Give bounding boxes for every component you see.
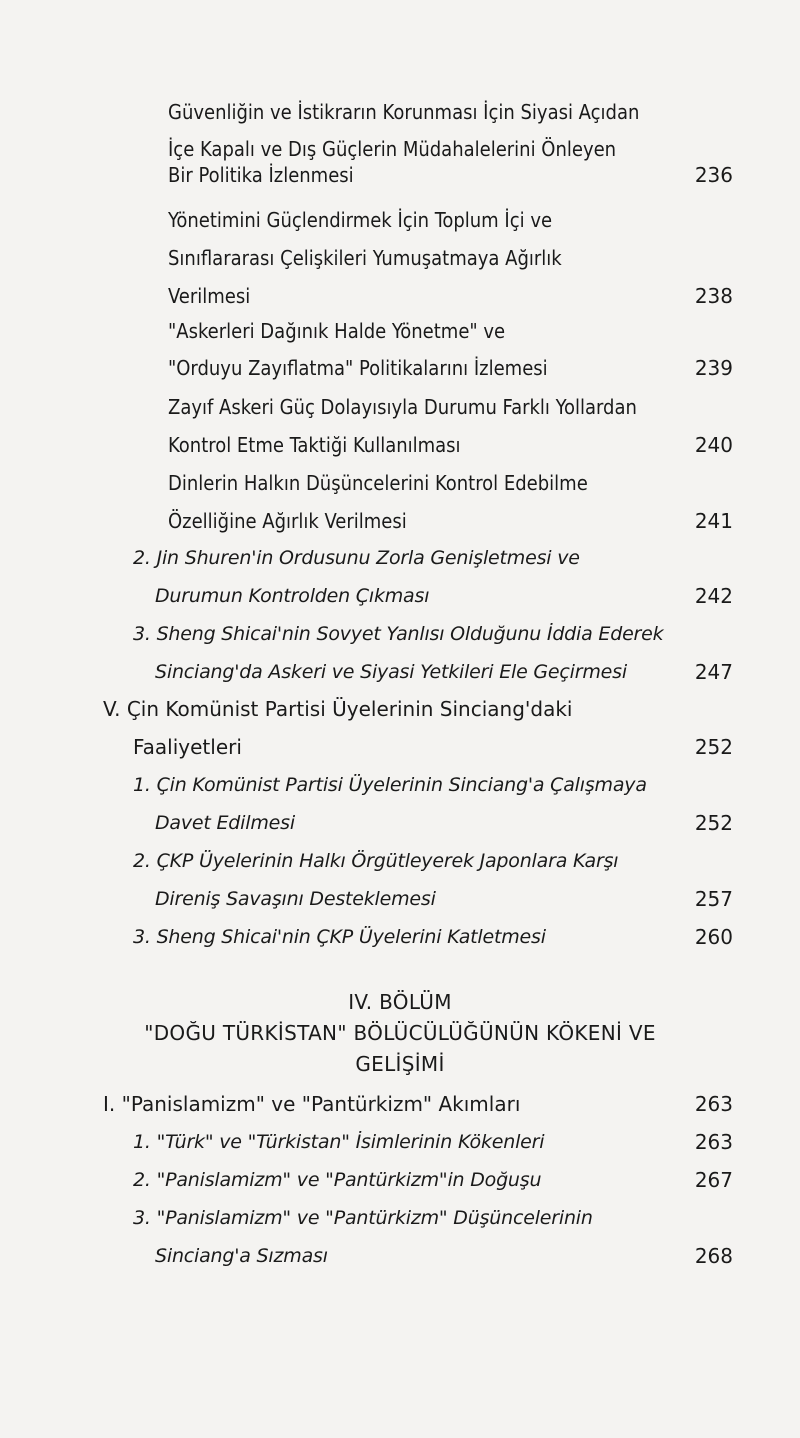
- page-number: 263: [694, 1130, 733, 1154]
- page-number: 263: [694, 1092, 733, 1116]
- page-number: 241: [694, 509, 733, 533]
- part-heading-number: IV. BÖLÜM: [348, 990, 452, 1014]
- toc-entry-line: Yönetimini Güçlendirmek İçin Toplum İçi ve: [168, 208, 553, 232]
- toc-entry-line: 3. Sheng Shicai'nin Sovyet Yanlısı Olduğunu İddia Ederek: [133, 623, 664, 645]
- toc-section-line: Faaliyetleri: [133, 735, 242, 759]
- toc-entry-line: 1. Çin Komünist Partisi Üyelerinin Sinciang'a Çalışmaya: [133, 774, 647, 796]
- toc-entry-line: Dinlerin Halkın Düşüncelerini Kontrol Edebilme: [168, 471, 588, 495]
- toc-entry-line: Durumun Kontrolden Çıkması: [155, 585, 430, 607]
- toc-entry-line: Özelliğine Ağırlık Verilmesi: [168, 509, 407, 533]
- page-number: 252: [694, 811, 733, 835]
- part-heading-title: GELİŞİMİ: [355, 1052, 445, 1076]
- toc-entry-line: Direniş Savaşını Desteklemesi: [155, 888, 436, 910]
- page-number: 267: [694, 1168, 733, 1192]
- toc-entry-line: 1. "Türk" ve "Türkistan" İsimlerinin Kökenleri: [133, 1131, 545, 1153]
- page-number: 257: [694, 887, 733, 911]
- toc-section-line: I. "Panislamizm" ve "Pantürkizm" Akımları: [103, 1092, 521, 1116]
- toc-entry-line: "Orduyu Zayıflatma" Politikalarını İzlemesi: [168, 356, 548, 380]
- toc-entry-line: Sınıflararası Çelişkileri Yumuşatmaya Ağırlık: [168, 246, 562, 270]
- toc-entry-line: Sinciang'da Askeri ve Siyasi Yetkileri Ele Geçirmesi: [155, 661, 627, 683]
- toc-entry-line: Verilmesi: [168, 284, 251, 308]
- toc-entry-line: 2. ÇKP Üyelerinin Halkı Örgütleyerek Japonlara Karşı: [133, 850, 619, 872]
- toc-section-line: V. Çin Komünist Partisi Üyelerinin Sinciang'daki: [103, 697, 573, 721]
- page-number: 240: [694, 433, 733, 457]
- page-number: 247: [694, 660, 733, 684]
- toc-entry-line: 2. "Panislamizm" ve "Pantürkizm"in Doğuşu: [133, 1169, 542, 1191]
- toc-entry-line: İçe Kapalı ve Dış Güçlerin Müdahalelerini Önleyen: [168, 137, 617, 161]
- page-number: 252: [694, 735, 733, 759]
- toc-entry-line: Sinciang'a Sızması: [155, 1245, 328, 1267]
- page-number: 260: [694, 925, 733, 949]
- page-number: 268: [694, 1244, 733, 1268]
- part-heading-title: "DOĞU TÜRKİSTAN" BÖLÜCÜLÜĞÜNÜN KÖKENİ VE: [144, 1021, 656, 1045]
- toc-entry-line: "Askerleri Dağınık Halde Yönetme" ve: [168, 319, 506, 343]
- toc-entry-line: Güvenliğin ve İstikrarın Korunması İçin Siyasi Açıdan: [168, 100, 640, 124]
- toc-entry-line: 3. "Panislamizm" ve "Pantürkizm" Düşüncelerinin: [133, 1207, 593, 1229]
- toc-entry-line: Zayıf Askeri Güç Dolayısıyla Durumu Farklı Yollardan: [168, 395, 637, 419]
- toc-entry-line: Davet Edilmesi: [155, 812, 295, 834]
- page-number: 238: [694, 284, 733, 308]
- toc-entry-line: Kontrol Etme Taktiği Kullanılması: [168, 433, 461, 457]
- toc-entry-line: Bir Politika İzlenmesi: [168, 163, 354, 187]
- page-number: 242: [694, 584, 733, 608]
- toc-entry-line: 2. Jin Shuren'in Ordusunu Zorla Genişletmesi ve: [133, 547, 580, 569]
- toc-entry-line: 3. Sheng Shicai'nin ÇKP Üyelerini Katletmesi: [133, 926, 546, 948]
- page-number: 239: [694, 356, 733, 380]
- page-number: 236: [694, 163, 733, 187]
